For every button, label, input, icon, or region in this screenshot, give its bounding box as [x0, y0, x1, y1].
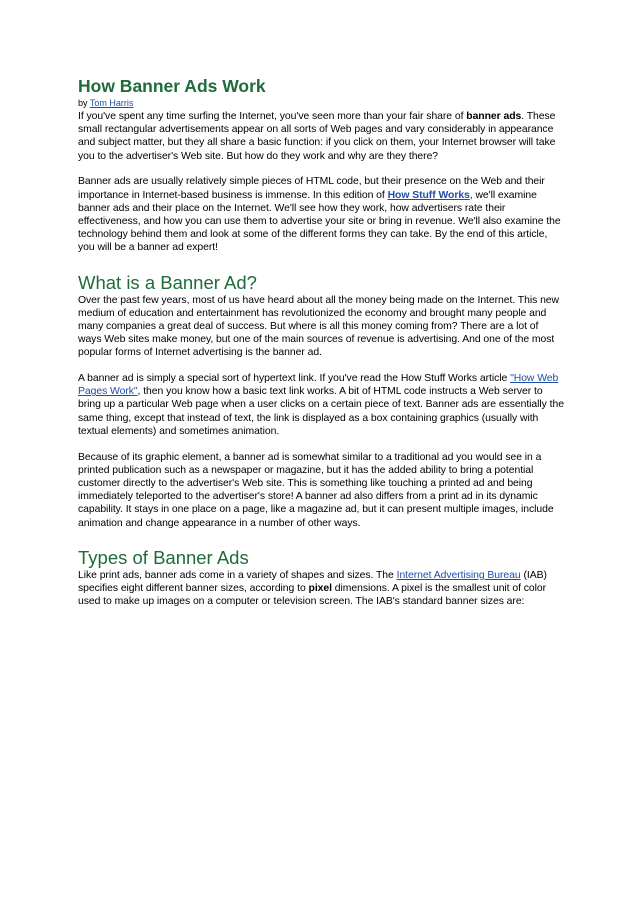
s2p1-text-a: Like print ads, banner ads come in a variety of shapes and sizes. The: [78, 569, 397, 581]
how-stuff-works-link[interactable]: How Stuff Works: [387, 189, 470, 201]
pixel-bold: pixel: [308, 582, 332, 594]
article: [78, 76, 564, 621]
byline: [78, 97, 564, 109]
s1p2-text-b: , then you know how a basic text link works. A bit of HTML code instructs a Web server to bring up a particular Web page when a user clicks on a certain piece of text. Banner ads are essentially the same thing, except that instead of text, the link is displayed as a box containing graphics (usually with textual elements) and sometimes animation.: [78, 386, 564, 437]
s1p2-text-a: A banner ad is simply a special sort of hypertext link. If you've read the How Stuff Works article: [78, 373, 511, 385]
section2-paragraph-1: [78, 569, 564, 609]
section-heading-what-is: What is a Banner Ad?: [78, 271, 257, 293]
banner-ads-bold: banner ads: [466, 111, 522, 122]
s2p1-text-b: (IAB) specifies eight different banner sizes, according to: [78, 569, 547, 594]
iab-link[interactable]: Internet Advertising Bureau: [396, 569, 521, 581]
section1-paragraph-2: [78, 372, 564, 438]
s2p1-text-c: dimensions. A pixel is the smallest unit of color used to make up images on a computer or television screen. The IAB's standard banner sizes are:: [78, 582, 547, 608]
article-title: How Banner Ads Work: [78, 76, 266, 96]
intro-paragraph-2: [78, 175, 564, 254]
author-link[interactable]: Tom Harris: [89, 98, 134, 108]
byline-prefix: by: [78, 98, 90, 108]
how-web-pages-work-link[interactable]: "How Web Pages Work": [78, 373, 559, 398]
intro1-text-a: If you've spent any time surfing the Internet, you've seen more than your fair share of: [78, 111, 467, 122]
intro1-text-c: . These small rectangular advertisements appear on all sorts of Web pages and vary considerably in appearance and subject matter, but they all share a basic function: if you click on them, your Internet browser will take you to the advertiser's Web site. But how do they work and why are they there?: [78, 111, 556, 162]
section-heading-types: Types of Banner Ads: [78, 546, 249, 568]
intro-paragraph-1: [78, 110, 564, 163]
intro2-text-b: , we'll examine banner ads and their place on the Internet. We'll see how they work, how advertisers rate their effectiveness, and how you can use them to advertise your site or bring in revenue. We'll also examine the technology behind them and look at some of the different forms they can take. By the end of this article, you will be a banner ad expert!: [78, 189, 561, 254]
section1-paragraph-3: Because of its graphic element, a banner ad is somewhat similar to a traditional ad you would see in a printed publication such as a newspaper or magazine, but it has the added ability to bring a potential customer directly to the advertiser's Web site. This is something like touching a printed ad and being immediately teleported to the advertiser's store! A banner ad also differs from a print ad in its dynamic capability. It stays in one place on a page, like a magazine ad, but it can present multiple images, include animation and change appearance in a number of other ways.: [78, 451, 554, 529]
section1-paragraph-1: Over the past few years, most of us have heard about all the money being made on the Internet. This new medium of education and entertainment has revolutionized the economy and brought many people and many companies a great deal of success. But where is all this money coming from? There are a lot of ways Web sites make money, but one of the main sources of revenue is advertising. And one of the most popular forms of Internet advertising is the banner ad.: [78, 294, 559, 359]
intro2-text-a: Banner ads are usually relatively simple pieces of HTML code, but their presence on the Web and their importance in Internet-based business is immense. In this edition of: [78, 176, 545, 201]
